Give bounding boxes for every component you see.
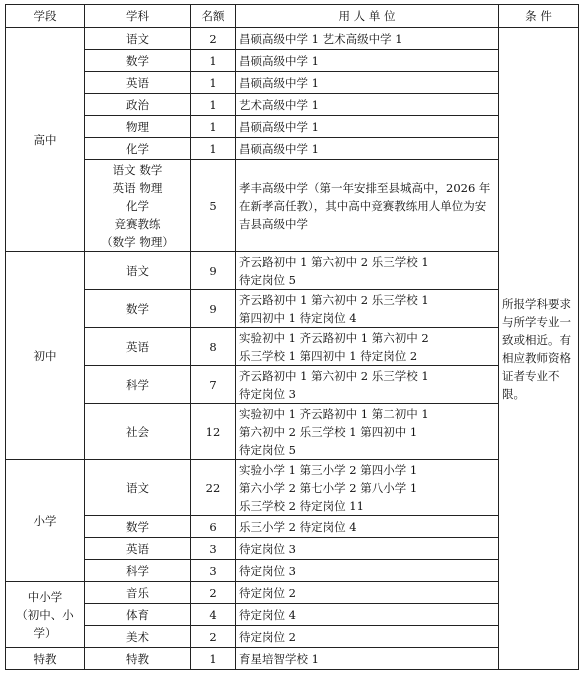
quota-cell: 1: [191, 94, 236, 116]
subject-cell: 数学: [85, 50, 191, 72]
employer-line: 实验小学 1 第三小学 2 第四小学 1: [239, 462, 418, 477]
level-cell-special: 特教: [6, 648, 85, 670]
subject-cell: 英语: [85, 72, 191, 94]
header-employer: 用 人 单 位: [236, 5, 499, 28]
subject-line: 化学: [126, 198, 149, 213]
quota-cell: 5: [191, 160, 236, 252]
level-line: 中小学: [27, 589, 63, 604]
quota-cell: 22: [191, 460, 236, 516]
subject-line: （数学 物理）: [101, 234, 174, 249]
employer-cell: 艺术高级中学 1: [236, 94, 499, 116]
employer-cell: 孝丰高级中学（第一年安排至县城高中，2026 年在新孝高任教），其中高中竞赛教练用人单位为安吉县高级中学: [236, 160, 499, 252]
subject-cell: 政治: [85, 94, 191, 116]
header-quota: 名额: [191, 5, 236, 28]
header-subject: 学科: [85, 5, 191, 28]
table-row: [6, 582, 579, 604]
employer-line: 待定岗位 5: [239, 272, 296, 287]
level-cell-primary: 小学: [6, 460, 85, 582]
employer-line: 第六初中 2 乐三学校 1 第四初中 1: [239, 424, 418, 439]
employer-cell: 待定岗位 3: [236, 560, 499, 582]
employer-line: 实验初中 1 齐云路初中 1 第六初中 2: [239, 330, 429, 345]
table-row: [6, 72, 579, 94]
table-row: [6, 28, 579, 50]
level-cell-combined: [6, 582, 85, 648]
recruitment-table: [5, 4, 579, 670]
subject-cell: 英语: [85, 328, 191, 366]
table-row: [6, 252, 579, 290]
employer-cell: 待定岗位 2: [236, 626, 499, 648]
employer-cell: 待定岗位 3: [236, 538, 499, 560]
level-line: 学）: [33, 625, 57, 640]
subject-cell: 体育: [85, 604, 191, 626]
subject-cell: 化学: [85, 138, 191, 160]
employer-cell: [236, 328, 499, 366]
employer-cell: [236, 404, 499, 460]
employer-line: 乐三学校 2 待定岗位 11: [239, 498, 364, 513]
employer-line: 齐云路初中 1 第六初中 2 乐三学校 1: [239, 368, 429, 383]
header-condition: 条 件: [499, 5, 579, 28]
employer-cell: 待定岗位 2: [236, 582, 499, 604]
quota-cell: 2: [191, 28, 236, 50]
subject-cell: 科学: [85, 560, 191, 582]
subject-cell: 语文: [85, 28, 191, 50]
subject-cell: 语文: [85, 460, 191, 516]
subject-cell: 科学: [85, 366, 191, 404]
employer-cell: [236, 252, 499, 290]
employer-cell: 昌硕高级中学 1: [236, 116, 499, 138]
subject-cell: 特教: [85, 648, 191, 670]
employer-line: 实验初中 1 齐云路初中 1 第二初中 1: [239, 406, 429, 421]
quota-cell: 3: [191, 560, 236, 582]
subject-cell: 数学: [85, 516, 191, 538]
header-level: 学段: [6, 5, 85, 28]
quota-cell: 3: [191, 538, 236, 560]
table-row: [6, 626, 579, 648]
employer-line: 第六小学 2 第七小学 2 第八小学 1: [239, 480, 418, 495]
subject-line: 语文 数学: [112, 162, 163, 177]
level-line: （初中、小: [16, 607, 74, 622]
subject-cell: 数学: [85, 290, 191, 328]
table-row: [6, 604, 579, 626]
subject-cell: 物理: [85, 116, 191, 138]
table-row: [6, 328, 579, 366]
subject-cell: 英语: [85, 538, 191, 560]
quota-cell: 2: [191, 582, 236, 604]
employer-line: 乐三学校 1 第四初中 1 待定岗位 2: [239, 348, 418, 363]
quota-cell: 2: [191, 626, 236, 648]
level-cell-middle: 初中: [6, 252, 85, 460]
recruitment-document: [5, 4, 578, 670]
employer-cell: 昌硕高级中学 1: [236, 50, 499, 72]
quota-cell: 9: [191, 252, 236, 290]
employer-cell: [236, 290, 499, 328]
employer-line: 待定岗位 5: [239, 442, 296, 457]
header-row: [6, 5, 579, 28]
subject-cell: 社会: [85, 404, 191, 460]
table-row: [6, 160, 579, 252]
level-cell-high: 高中: [6, 28, 85, 252]
employer-line: 待定岗位 3: [239, 386, 296, 401]
table-row: [6, 404, 579, 460]
employer-cell: 待定岗位 4: [236, 604, 499, 626]
quota-cell: 8: [191, 328, 236, 366]
table-row: [6, 116, 579, 138]
subject-cell: 音乐: [85, 582, 191, 604]
quota-cell: 1: [191, 138, 236, 160]
quota-cell: 7: [191, 366, 236, 404]
quota-cell: 1: [191, 116, 236, 138]
table-row: [6, 366, 579, 404]
quota-cell: 12: [191, 404, 236, 460]
subject-cell-combined: [85, 160, 191, 252]
subject-cell: 美术: [85, 626, 191, 648]
employer-cell: 昌硕高级中学 1: [236, 138, 499, 160]
table-row: [6, 50, 579, 72]
table-row: [6, 538, 579, 560]
table-row: [6, 648, 579, 670]
table-row: [6, 290, 579, 328]
table-row: [6, 94, 579, 116]
subject-cell: 语文: [85, 252, 191, 290]
employer-cell: [236, 460, 499, 516]
employer-line: 齐云路初中 1 第六初中 2 乐三学校 1: [239, 292, 429, 307]
employer-line: 齐云路初中 1 第六初中 2 乐三学校 1: [239, 254, 429, 269]
quota-cell: 1: [191, 648, 236, 670]
subject-line: 英语 物理: [112, 180, 163, 195]
employer-cell: 育星培智学校 1: [236, 648, 499, 670]
quota-cell: 1: [191, 50, 236, 72]
table-row: [6, 138, 579, 160]
employer-line: 第四初中 1 待定岗位 4: [239, 310, 357, 325]
table-row: [6, 516, 579, 538]
condition-cell: 所报学科要求与所学专业一致或相近。有相应教师资格证者专业不限。: [499, 28, 579, 670]
table-row: [6, 460, 579, 516]
employer-cell: 昌硕高级中学 1: [236, 72, 499, 94]
employer-cell: [236, 366, 499, 404]
quota-cell: 6: [191, 516, 236, 538]
quota-cell: 9: [191, 290, 236, 328]
subject-line: 竞赛教练: [114, 216, 161, 231]
employer-cell: 乐三小学 2 待定岗位 4: [236, 516, 499, 538]
quota-cell: 1: [191, 72, 236, 94]
table-row: [6, 560, 579, 582]
employer-cell: 昌硕高级中学 1 艺术高级中学 1: [236, 28, 499, 50]
quota-cell: 4: [191, 604, 236, 626]
